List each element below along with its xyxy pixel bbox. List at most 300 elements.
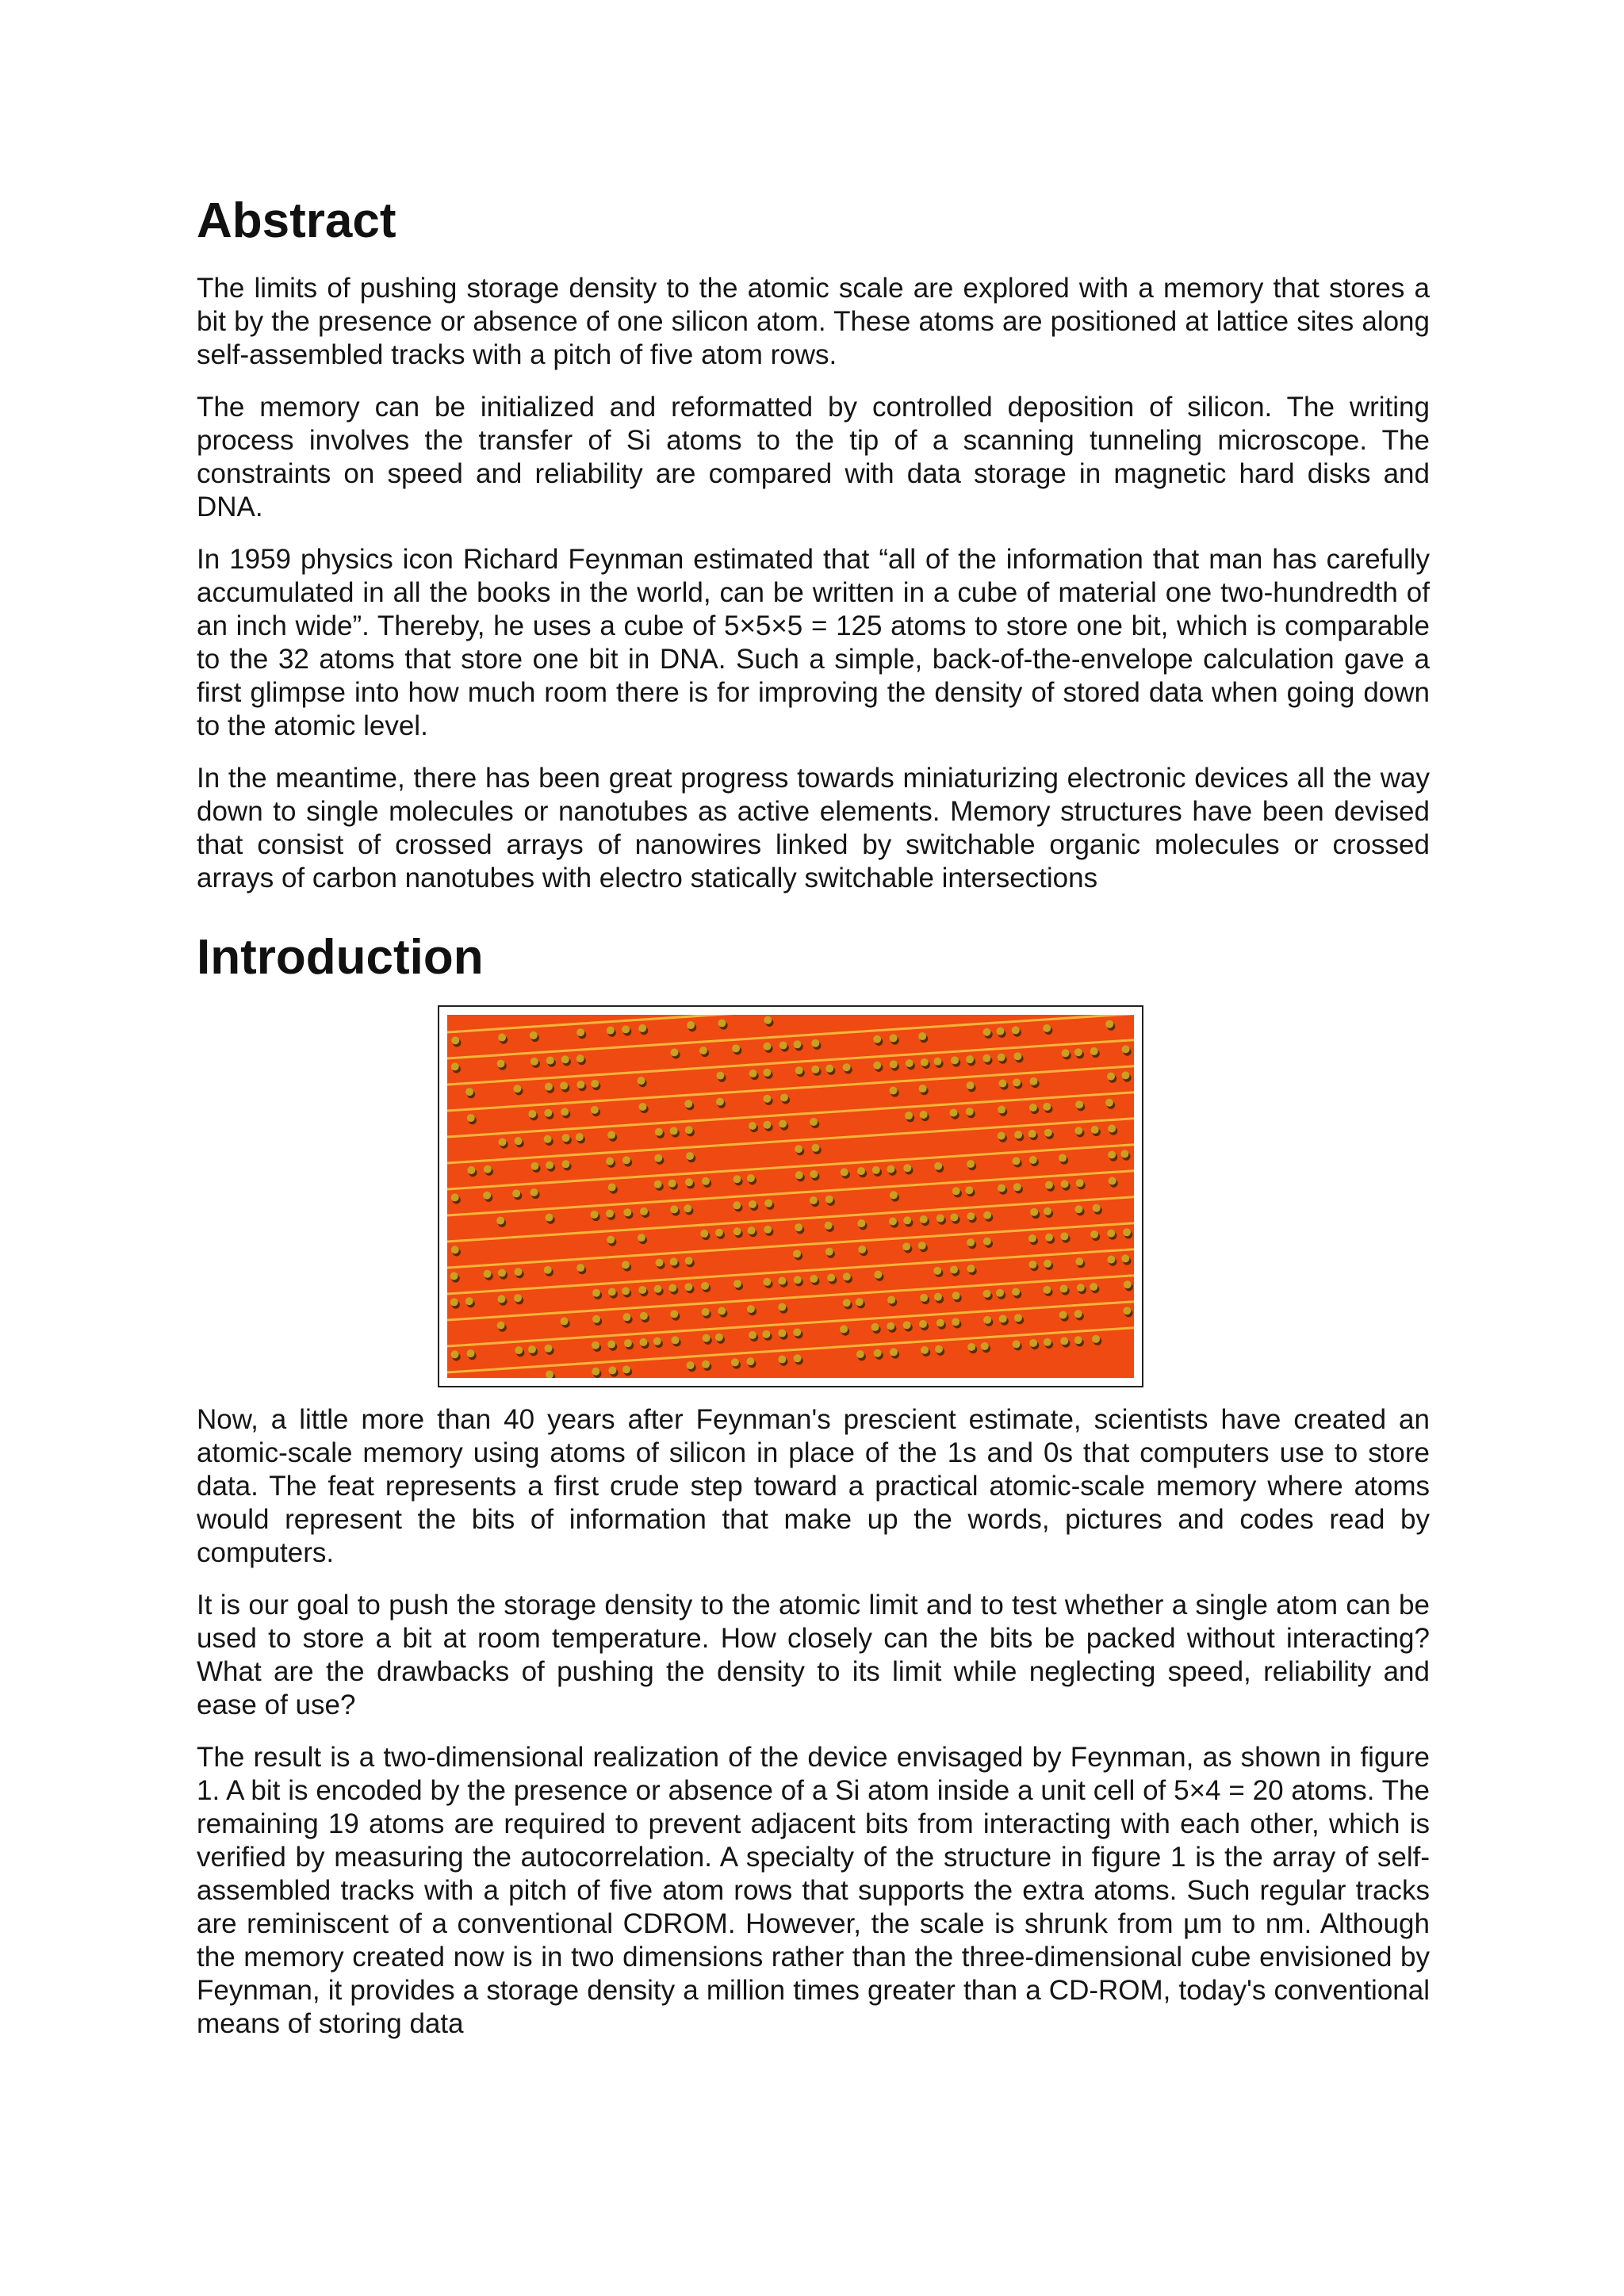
stm-atom	[496, 1217, 504, 1225]
stm-atom	[670, 1127, 678, 1135]
stm-atom	[1074, 1048, 1082, 1056]
stm-atom	[905, 1112, 913, 1119]
stm-atom	[795, 1171, 803, 1179]
stm-atom	[561, 1160, 569, 1168]
stm-atom	[1090, 1047, 1098, 1055]
stm-atom	[1108, 1151, 1116, 1159]
stm-atom	[640, 1207, 648, 1215]
stm-atom	[467, 1166, 475, 1174]
stm-atom	[749, 1331, 756, 1339]
stm-atom	[810, 1275, 818, 1283]
stm-atom	[764, 1016, 772, 1024]
stm-atom	[793, 1328, 801, 1336]
stm-atom	[918, 1032, 926, 1040]
stm-atom	[996, 1289, 1004, 1297]
stm-atom	[576, 1081, 584, 1089]
stm-atom	[1028, 1130, 1036, 1138]
stm-atom	[778, 1356, 786, 1364]
stm-atom	[902, 1242, 910, 1250]
stm-atom	[731, 1358, 739, 1366]
stm-atom	[920, 1111, 928, 1119]
stm-atom	[1029, 1077, 1037, 1085]
stm-atom	[983, 1316, 991, 1324]
stm-atom	[952, 1187, 960, 1195]
stm-atom	[920, 1215, 928, 1223]
stm-atom	[966, 1081, 974, 1089]
stm-atom	[655, 1259, 663, 1267]
stm-atom	[889, 1086, 897, 1094]
stm-atom	[687, 1021, 695, 1029]
stm-atom	[1075, 1257, 1083, 1265]
stm-atom	[890, 1348, 898, 1356]
stm-atom	[1013, 1157, 1021, 1165]
abstract-paragraph: In 1959 physics icon Richard Feynman estimated that “all of the information that man has carefully accumulated in all the books in the world, can be written in a cube of material one two-hundredth of an inch wide”. Thereby, he uses a cube of 5×5×5 = 125 atoms to store one bit, which is comparable to the 32 atoms that store one bit in DNA. Such a simple, back-of-the-envelope calculation gave a first glimpse into how much room there is for improving the density of stored data when going down to the atomic level.	[197, 544, 1430, 741]
stm-atom	[451, 1036, 459, 1044]
stm-atom	[592, 1368, 599, 1376]
stm-atom	[749, 1200, 756, 1208]
stm-atom	[998, 1054, 1005, 1062]
stm-atom	[655, 1128, 663, 1136]
stm-atom	[498, 1269, 506, 1277]
stm-atom	[450, 1298, 458, 1306]
stm-atom	[983, 1028, 991, 1036]
stm-atom	[1060, 1284, 1068, 1292]
stm-atom	[684, 1204, 691, 1212]
stm-atom	[622, 1287, 630, 1295]
stm-atom	[843, 1299, 851, 1307]
stm-atom	[1120, 1150, 1128, 1158]
stm-atom	[512, 1189, 520, 1197]
stm-atom	[1077, 1284, 1085, 1292]
stm-atom	[887, 1322, 894, 1330]
stm-atom	[1109, 1177, 1116, 1184]
stm-atom	[874, 1349, 882, 1357]
stm-atom	[685, 1178, 693, 1186]
stm-atom	[890, 1191, 898, 1199]
stm-atom	[825, 1065, 833, 1073]
stm-atom	[983, 1211, 991, 1219]
stm-atom	[622, 1156, 630, 1164]
stm-atom	[546, 1161, 553, 1169]
stm-atom	[684, 1100, 692, 1108]
stm-atom	[747, 1174, 755, 1182]
stm-atom	[606, 1210, 614, 1218]
stm-atom	[778, 1303, 786, 1311]
stm-atom	[684, 1283, 692, 1291]
stm-atom	[638, 1077, 645, 1085]
stm-atom	[1074, 1336, 1082, 1344]
stm-atom	[702, 1177, 710, 1185]
introduction-paragraph: Now, a little more than 40 years after Feynman's prescient estimate, scientists have created an atomic-scale memory using atoms of silicon in place of the 1s and 0s that computers use to store data. The feat represents a first crude step toward a practical atomic-scale memory where atoms would represent the bits of information that make up the words, pictures and codes read by computers.	[197, 1404, 1430, 1568]
stm-atom	[1043, 1024, 1051, 1032]
stm-atom	[764, 1200, 772, 1207]
stm-atom	[640, 1312, 648, 1320]
abstract-paragraph: In the meantime, there has been great progress towards miniaturizing electronic devices all the way down to single molecules or nanotubes as active elements. Memory structures have been devised that consist of crossed arrays of nanowires linked by switchable organic molecules or crossed arrays of carbon nanotubes with electro statically switchable intersections	[197, 763, 1430, 894]
stm-atom	[903, 1164, 911, 1172]
stm-atom	[778, 1277, 786, 1285]
stm-atom	[856, 1350, 864, 1358]
stm-atom	[1029, 1156, 1037, 1164]
stm-atom	[873, 1035, 881, 1043]
stm-atom	[607, 1236, 615, 1244]
stm-atom	[638, 1286, 646, 1294]
stm-atom	[498, 1034, 506, 1042]
stm-atom	[1013, 1183, 1021, 1191]
stm-atom	[670, 1205, 678, 1213]
stm-atom	[702, 1360, 710, 1368]
stm-atom	[810, 1118, 818, 1126]
stm-atom	[903, 1321, 911, 1329]
stm-atom	[685, 1257, 693, 1265]
abstract-heading: Abstract	[197, 193, 396, 248]
stm-atom	[825, 1248, 833, 1256]
stm-atom	[530, 1188, 538, 1196]
stm-atom	[530, 1058, 538, 1066]
stm-atom	[591, 1211, 599, 1219]
stm-atom	[546, 1057, 554, 1065]
stm-atom	[873, 1062, 881, 1070]
stm-atom	[671, 1336, 679, 1344]
stm-atom	[951, 1056, 959, 1064]
abstract-paragraph: The memory can be initialized and reformatted by controlled deposition of silicon. The writing process involves the transfer of Si atoms to the tip of a scanning tunneling microscope. The constraints on speed and reliability are compared with data storage in magnetic hard disks and DNA.	[197, 392, 1430, 522]
stm-atom	[810, 1170, 818, 1178]
stm-atom	[606, 1158, 614, 1165]
stm-atom	[1091, 1126, 1099, 1134]
stm-atom	[810, 1196, 818, 1204]
stm-atom	[528, 1345, 536, 1353]
stm-atom	[732, 1044, 740, 1052]
stm-atom	[1105, 1099, 1113, 1107]
stm-atom	[591, 1106, 599, 1114]
stm-atom	[966, 1055, 974, 1063]
stm-atom	[733, 1280, 741, 1288]
stm-atom	[530, 1162, 538, 1170]
stm-atom	[918, 1242, 926, 1249]
stm-atom	[778, 1330, 786, 1337]
stm-atom	[1076, 1179, 1084, 1187]
stm-atom	[857, 1219, 865, 1227]
stm-atom	[1045, 1181, 1053, 1189]
stm-atom	[638, 1103, 646, 1111]
stm-atom	[451, 1350, 459, 1358]
stm-atom	[544, 1345, 552, 1353]
stm-atom	[685, 1126, 693, 1134]
stm-atom	[484, 1270, 492, 1278]
stm-atom	[933, 1058, 941, 1066]
stm-atom	[701, 1282, 709, 1290]
stm-atom	[1028, 1234, 1036, 1242]
stm-atom	[561, 1055, 569, 1063]
abstract-paragraph: The limits of pushing storage density to the atomic scale are explored with a memory that stores a bit by the presence or absence of one silicon atom. These atoms are positioned at lattice sites along self-assembled tracks with a pitch of five atom rows.	[197, 273, 1430, 370]
stm-atom	[1012, 1288, 1020, 1295]
stm-atom	[670, 1048, 678, 1056]
stm-atom	[746, 1357, 754, 1365]
stm-atom	[998, 1132, 1005, 1140]
stm-atomic-memory-image	[447, 1015, 1134, 1378]
stm-atom	[749, 1122, 756, 1130]
stm-atom	[607, 1341, 615, 1349]
stm-atom	[1043, 1103, 1051, 1111]
stm-atom	[699, 1047, 707, 1054]
stm-atom	[1122, 1045, 1130, 1053]
stm-atom	[763, 1095, 771, 1103]
stm-atom	[670, 1257, 678, 1265]
stm-atom	[607, 1131, 615, 1139]
stm-atom	[1013, 1340, 1021, 1348]
stm-atom	[451, 1062, 459, 1070]
stm-atom	[1059, 1154, 1067, 1162]
stm-atom	[1108, 1125, 1116, 1133]
stm-atom	[998, 1106, 1005, 1114]
stm-atom	[763, 1121, 771, 1129]
stm-atom	[484, 1165, 492, 1173]
stm-atom	[1090, 1283, 1097, 1291]
stm-atom	[497, 1322, 505, 1330]
introduction-paragraph: It is our goal to push the storage density to the atomic limit and to test whether a single atom can be used to store a bit at room temperature. How closely can the bits be packed without interacting? What are the drawbacks of pushing the density to its limit while neglecting speed, reliability and ease of use?	[197, 1590, 1430, 1720]
stm-atom	[919, 1085, 927, 1093]
stm-atom	[1014, 1131, 1022, 1138]
stm-atom	[921, 1058, 929, 1066]
stm-atom	[825, 1196, 833, 1203]
stm-atom	[1121, 1071, 1129, 1079]
stm-atom	[624, 1339, 632, 1347]
stm-atom	[514, 1268, 522, 1276]
stm-atom	[795, 1223, 802, 1231]
stm-atom	[889, 1217, 897, 1225]
stm-atom	[1107, 1230, 1115, 1238]
stm-atom	[857, 1167, 865, 1175]
stm-atom	[1013, 1052, 1021, 1060]
stm-atom	[779, 1119, 787, 1127]
stm-atom	[887, 1165, 894, 1173]
stm-atom	[748, 1226, 756, 1234]
stm-atom	[686, 1152, 694, 1160]
stm-atom	[764, 1226, 772, 1234]
stm-atom	[890, 1034, 898, 1042]
stm-atom	[921, 1346, 929, 1354]
stm-atom	[733, 1201, 741, 1209]
stm-atom	[544, 1135, 552, 1143]
stm-atom	[622, 1261, 630, 1269]
stm-atom	[1090, 1230, 1098, 1238]
introduction-body	[197, 1403, 1430, 2060]
stm-atom	[670, 1310, 678, 1318]
stm-atom	[622, 1313, 630, 1321]
stm-atom	[607, 1027, 615, 1035]
stm-atom	[1062, 1049, 1070, 1057]
stm-atom	[1044, 1207, 1051, 1215]
stm-atom	[450, 1272, 458, 1280]
stm-atom	[934, 1293, 942, 1301]
stm-atom	[919, 1320, 927, 1328]
stm-atom	[1029, 1104, 1037, 1112]
stm-atom	[795, 1066, 803, 1074]
stm-atom	[715, 1229, 723, 1237]
stm-atom	[952, 1318, 959, 1326]
stm-atom	[560, 1081, 568, 1089]
stm-atom	[1013, 1078, 1021, 1086]
stm-atom	[1028, 1261, 1036, 1269]
stm-atom	[1074, 1127, 1082, 1135]
stm-atom	[608, 1288, 616, 1295]
stm-atom	[871, 1323, 879, 1331]
stm-atom	[515, 1346, 523, 1354]
stm-atom	[967, 1238, 975, 1246]
stm-atom	[608, 1366, 616, 1374]
stm-atom	[544, 1266, 552, 1274]
introduction-heading: Introduction	[197, 930, 484, 985]
stm-atom	[1121, 1254, 1129, 1262]
stm-atom	[856, 1298, 864, 1306]
stm-atom	[1012, 1026, 1020, 1034]
figure-1-stm-image	[438, 1005, 1143, 1387]
stm-atom	[654, 1285, 662, 1293]
stm-atom	[981, 1342, 989, 1350]
stm-atom	[749, 1070, 757, 1077]
stm-atom	[497, 1295, 505, 1303]
stm-atom	[465, 1297, 473, 1305]
stm-atom	[733, 1175, 741, 1183]
introduction-paragraph: The result is a two-dimensional realization of the device envisaged by Feynman, as shown in figure 1. A bit is encoded by the presence or absence of a Si atom inside a unit cell of 5×4 = 20 atoms. The remaining 19 atoms are required to prevent adjacent bits from interacting with each other, which is verified by measuring the autocorrelation. A specialty of the structure in figure 1 is the array of self-assembled tracks with a pitch of five atom rows that supports the extra atoms. Such regular tracks are reminiscent of a conventional CDROM. However, the scale is shrunk from µm to nm. Although the memory created now is in two dimensions rather than the three-dimensional cube envisioned by Feynman, it provides a storage density a million times greater than a CD-ROM, today's conventional means of storing data	[197, 1742, 1430, 2039]
stm-atom	[950, 1265, 958, 1273]
stm-atom	[967, 1265, 975, 1272]
stm-atom	[843, 1272, 851, 1280]
stm-atom	[465, 1088, 473, 1096]
stm-atom	[747, 1305, 755, 1313]
stm-atom	[934, 1162, 942, 1170]
stm-atom	[561, 1108, 569, 1115]
stm-atom	[703, 1334, 710, 1342]
stm-atom	[576, 1264, 584, 1272]
stm-atom	[982, 1054, 990, 1062]
stm-atom	[763, 1069, 771, 1077]
stm-atom	[967, 1160, 975, 1168]
stm-atom	[965, 1186, 973, 1194]
stm-atom	[1045, 1234, 1053, 1242]
stm-atom	[843, 1063, 851, 1071]
stm-atom	[935, 1345, 943, 1353]
stm-atom	[1123, 1228, 1131, 1236]
stm-atom	[998, 1184, 1005, 1192]
stm-atom	[1059, 1311, 1067, 1319]
stm-atom	[715, 1334, 723, 1341]
stm-atom	[1075, 1100, 1083, 1108]
abstract-body	[197, 272, 1430, 914]
stm-atom	[890, 1060, 898, 1068]
stm-atom	[653, 1337, 661, 1345]
stm-atom	[983, 1238, 991, 1246]
stm-atom	[872, 1166, 880, 1174]
stm-atom	[936, 1319, 944, 1327]
stm-atom	[1105, 1020, 1113, 1028]
stm-atom	[1074, 1310, 1082, 1318]
stm-atom	[497, 1060, 505, 1068]
stm-atom	[1044, 1338, 1051, 1346]
stm-atom	[874, 1271, 882, 1279]
stm-atom	[718, 1307, 726, 1314]
stm-atom	[966, 1108, 974, 1115]
stm-atom	[762, 1330, 770, 1338]
stm-atom	[763, 1278, 771, 1286]
stm-atom	[733, 1227, 741, 1235]
stm-atom	[983, 1290, 991, 1298]
stm-atom	[795, 1145, 802, 1153]
stm-atom	[530, 1031, 538, 1039]
stm-atom	[654, 1154, 662, 1162]
stm-atom	[499, 1138, 507, 1146]
stm-atom	[608, 1183, 616, 1191]
stm-atom	[528, 1110, 536, 1118]
stm-atom	[999, 1314, 1007, 1322]
stm-atom	[716, 1072, 724, 1080]
stm-atom	[1093, 1204, 1101, 1212]
stm-atom	[952, 1292, 960, 1299]
stm-atom	[451, 1246, 459, 1253]
stm-atom	[998, 1079, 1006, 1087]
stm-atom	[1107, 1256, 1115, 1264]
stm-atom	[996, 1027, 1004, 1035]
stm-atom	[1044, 1260, 1051, 1268]
stm-atom	[780, 1093, 788, 1101]
stm-atom	[622, 1025, 630, 1033]
stm-atom	[1092, 1335, 1100, 1343]
stm-atom	[1029, 1339, 1037, 1347]
stm-atom	[686, 1361, 694, 1369]
stm-atom	[967, 1343, 975, 1351]
stm-atom	[949, 1109, 957, 1117]
stm-atom	[515, 1137, 523, 1145]
stm-atom	[920, 1294, 928, 1302]
stm-atom	[623, 1208, 631, 1216]
stm-atom	[811, 1144, 819, 1152]
stm-atom	[561, 1317, 569, 1325]
stm-atom	[716, 1098, 724, 1106]
stm-atom	[827, 1274, 835, 1282]
stm-atom	[906, 1059, 914, 1067]
stm-atom	[546, 1214, 553, 1222]
stm-atom	[933, 1267, 941, 1275]
stm-atom	[903, 1216, 911, 1224]
stm-atom	[779, 1041, 787, 1049]
stm-atom	[794, 1354, 802, 1362]
stm-atom	[483, 1192, 491, 1200]
stm-atom	[794, 1276, 802, 1284]
stm-atom	[840, 1325, 848, 1333]
stm-atom	[702, 1308, 710, 1316]
stm-atom	[622, 1365, 630, 1373]
stm-atom	[562, 1134, 570, 1142]
stm-atom	[654, 1181, 662, 1188]
stm-atom	[638, 1234, 645, 1242]
stm-atom	[514, 1294, 522, 1302]
stm-atom	[936, 1215, 944, 1223]
stm-atom	[794, 1040, 802, 1048]
stm-atom	[1123, 1307, 1131, 1314]
stm-atom	[668, 1180, 676, 1188]
stm-atom	[1074, 1205, 1082, 1213]
stm-atom	[825, 1222, 833, 1230]
stm-atom	[591, 1080, 599, 1088]
stm-atom	[576, 1028, 584, 1036]
stm-atom	[1061, 1180, 1069, 1188]
stm-atom	[967, 1212, 975, 1220]
stm-atom	[592, 1341, 599, 1349]
stm-atom	[545, 1083, 553, 1091]
stm-atom	[1107, 1073, 1115, 1081]
stm-atom	[451, 1193, 459, 1201]
stm-atom	[1030, 1208, 1038, 1216]
stm-atom	[576, 1133, 584, 1141]
